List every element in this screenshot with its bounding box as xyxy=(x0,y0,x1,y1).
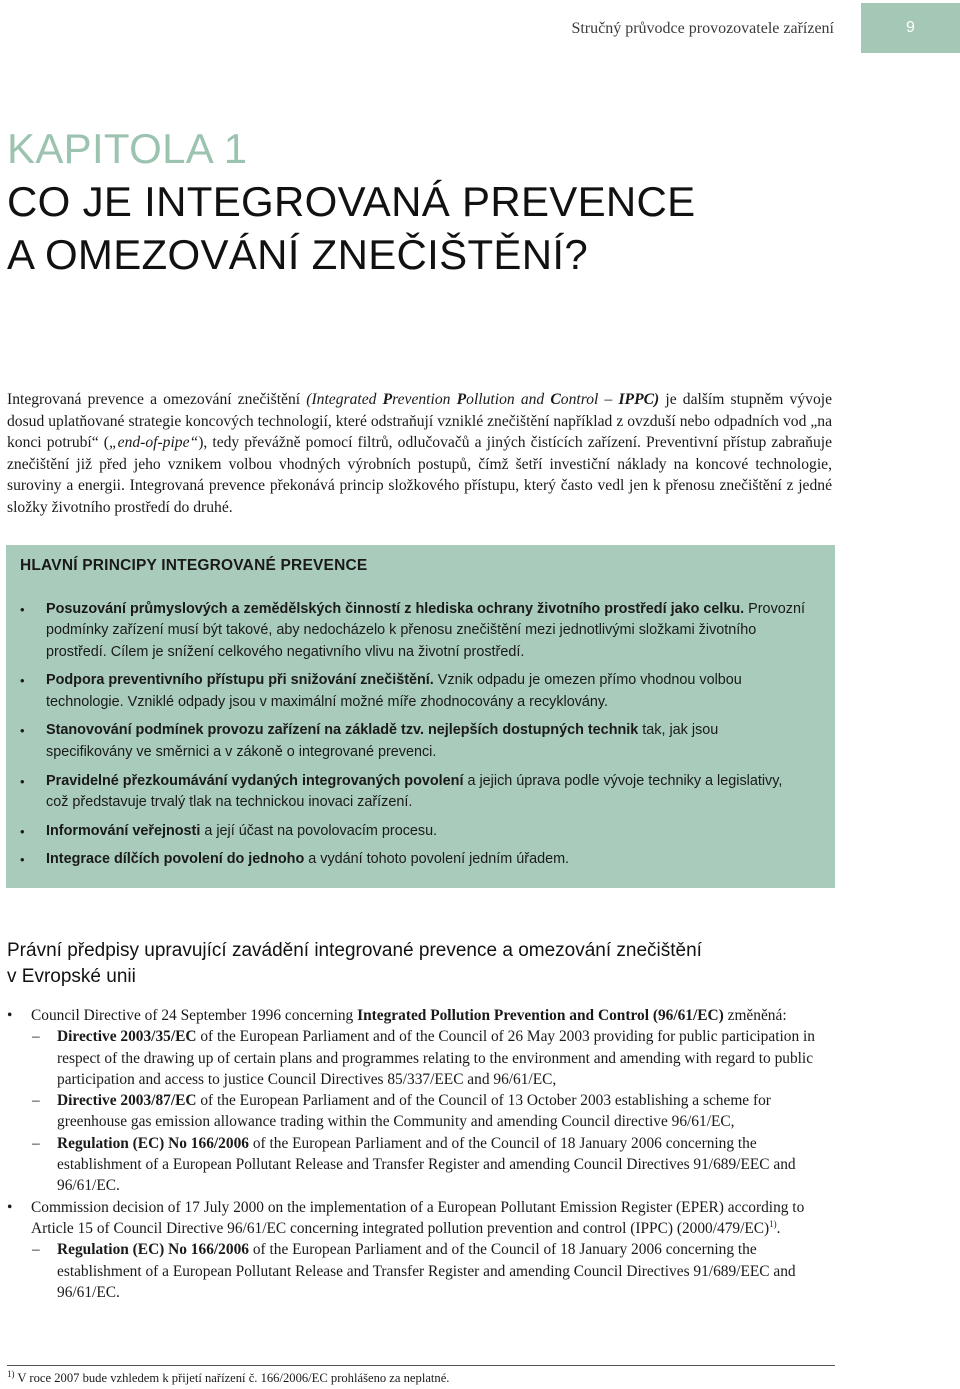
legal-subitem: – Regulation (EC) No 166/2006 of the European Parliament and of the Council of 18 January 2006 concerning the establishment of a European Pollutant Release and Transfer Register and amending Council Directives 91/689/EEC and 96/61/EC. xyxy=(31,1133,837,1197)
legal-item: • Commission decision of 17 July 2000 on the implementation of a European Pollutant Emission Register (EPER) according to Article 15 of Council Directive 96/61/EC concerning integrated pollution prevention and control (IPPC) $(2000/479/EC)^{1)}$. – Regulation (EC) No 166/2006 of the European Parliament and of the Council of 18 January 2006 concerning the establishment of a European Pollutant Release and Transfer Register and amending Council Directives 91/689/EEC and 96/61/EC. xyxy=(7,1197,837,1303)
chapter-heading xyxy=(7,122,695,281)
chapter-title-line1: CO JE INTEGROVANÁ PREVENCE xyxy=(7,178,696,225)
principle-item: • Pravidelné přezkoumávání vydaných integrovaných povolení a jejich úprava podle vývoje techniky a legislativy, což představuje trvalý tlak na technickou inovaci zařízení. xyxy=(20,771,805,814)
running-header: Stručný průvodce provozovatele zařízení xyxy=(571,20,834,37)
principles-title: HLAVNÍ PRINCIPY INTEGROVANÉ PREVENCE xyxy=(20,557,368,574)
legal-list xyxy=(7,1005,837,1303)
intro-paragraph: Integrovaná prevence a omezování znečištění (Integrated Prevention Pollution and Control – IPPC) je dalším stupněm vývoje dosud uplatňované strategie koncových technologií, které odstraňují vzniklé znečištění například z ovzduší nebo odpadních vod „na konci potrubí“ („end-of-pipe“), tedy převážně pomocí filtrů, odlučovačů a jiných čistících zařízení. Preventivní přístup zabraňuje znečištění již před jeho vznikem volbou vhodných výrobních postupů, čímž šetří investiční náklady na koncové technologie, suroviny a energii. Integrovaná prevence překonává princip složkového přístupu, který často vedl jen k přenosu znečištění z jedné složky životního prostředí do druhé. xyxy=(7,391,832,516)
legal-subitem: – Directive 2003/87/EC of the European Parliament and of the Council of 13 October 2003 establishing a scheme for greenhouse gas emission allowance trading within the Community and amending Council directive 96/61/EC, xyxy=(31,1090,837,1133)
principle-item: • Podpora preventivního přístupu při snižování znečištění. Vznik odpadu je omezen přímo vhodnou volbou technologie. Vzniklé odpady jsou v maximální možné míře zhodnocovány a recyklovány. xyxy=(20,670,805,713)
legal-heading: Právní předpisy upravující zavádění integrované prevence a omezování znečištění v Evropské unii xyxy=(7,940,702,987)
chapter-label: KAPITOLA 1 xyxy=(7,125,248,172)
principle-item: • Informování veřejnosti a její účast na povolovacím procesu. xyxy=(20,821,805,842)
principles-list xyxy=(20,599,805,871)
legal-subitem: – Directive 2003/35/EC of the European Parliament and of the Council of 26 May 2003 providing for public participation in respect of the drawing up of certain plans and programmes relating to the environment and amending with regard to public participation and access to justice Council Directives 85/337/EEC and 96/61/EC, xyxy=(31,1026,837,1090)
legal-subitem: – Regulation (EC) No 166/2006 of the European Parliament and of the Council of 18 January 2006 concerning the establishment of a European Pollutant Release and Transfer Register and amending Council Directives 91/689/EEC and 96/61/EC. xyxy=(31,1239,837,1303)
legal-item: • Council Directive of 24 September 1996 concerning Integrated Pollution Prevention and Control (96/61/EC) změněná: – Directive 2003/35/EC of the European Parliament and of the Council of 26 May 2003 providing for public participation in respect of the drawing up of certain plans and programmes relating to the environment and amending with regard to public participation and access to justice Council Directives 85/337/EEC and 96/61/EC, – Directive 2003/87/EC of the European Parliament and of the Council of 13 October 2003 establishing a scheme for greenhouse gas emission allowance trading within the Community and amending Council directive 96/61/EC, – Regulation (EC) No 166/2006 of the European Parliament and of the Council of 18 January 2006 concerning the establishment of a European Pollutant Release and Transfer Register and amending Council Directives 91/689/EEC and 96/61/EC. xyxy=(7,1005,837,1197)
principle-item: • Integrace dílčích povolení do jednoho a vydání tohoto povolení jedním úřadem. xyxy=(20,849,805,870)
footnote-divider xyxy=(7,1365,835,1366)
principle-item: • Stanovování podmínek provozu zařízení na základě tzv. nejlepších dostupných technik tak, jak jsou specifikovány ve směrnici a v zákoně o integrované prevenci. xyxy=(20,720,805,763)
footnote: $^{1)}$ V roce 2007 bude vzhledem k přijetí nařízení č. 166/2006/EC prohlášeno za neplatné. xyxy=(7,1368,450,1385)
chapter-title-line2: A OMEZOVÁNÍ ZNEČIŠTĚNÍ? xyxy=(7,231,588,278)
page-number: 9 xyxy=(861,3,960,53)
principle-item: • Posuzování průmyslových a zemědělských činností z hlediska ochrany životního prostředí jako celku. Provozní podmínky zařízení musí být takové, aby nedocházelo k přenosu znečištění mezi jednotlivými složkami životního prostředí. Cílem je snížení celkového negativního vlivu na životní prostředí. xyxy=(20,599,805,663)
principles-box xyxy=(6,545,835,888)
